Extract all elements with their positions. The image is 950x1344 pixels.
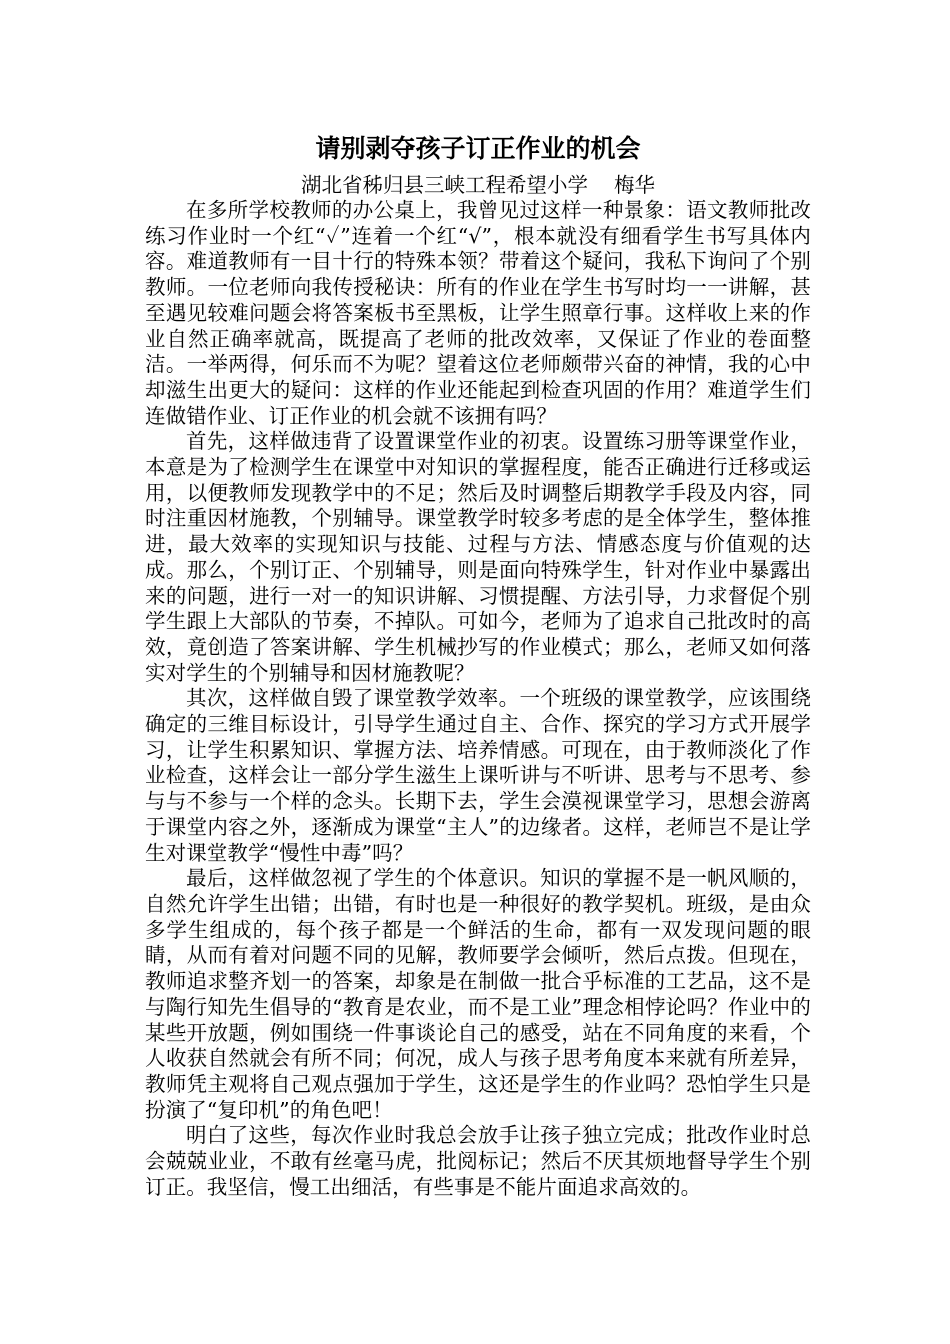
body-paragraph-1: 在多所学校教师的办公桌上，我曾见过这样一种景象：语文教师批改练习作业时一个红“✓”连着一个红“√”，根本就没有细看学生书写具体内容。难道教师有一目十行的特殊本领？带着这个疑问，我私下询问了个别教师。一位老师向我传授秘诀：所有的作业在学生书写时均一一讲解，甚至遇见较难问题会将答案板书至黑板，让学生照章行事。这样收上来的作业自然正确率就高，既提高了老师的批改效率，又保证了作业的卷面整洁。一举两得，何乐而不为呢？望着这位老师颇带兴奋的神情，我的心中却滋生出更大的疑问：这样的作业还能起到检查巩固的作用？难道学生们连做错作业、订正作业的机会就不该拥有吗？ <box>145 198 811 428</box>
document-page <box>145 132 811 1200</box>
body-paragraph-5: 明白了这些，每次作业时我总会放手让孩子独立完成；批改作业时总会兢兢业业，不敢有丝毫马虎，批阅标记；然后不厌其烦地督导学生个别订正。我坚信，慢工出细活，有些事是不能片面追求高效的。 <box>145 1123 811 1199</box>
body-paragraph-3: 其次，这样做自毁了课堂教学效率。一个班级的课堂教学，应该围绕确定的三维目标设计，引导学生通过自主、合作、探究的学习方式开展学习，让学生积累知识、掌握方法、培养情感。可现在，由于教师淡化了作业检查，这样会让一部分学生滋生上课听讲与不听讲、思考与不思考、参与与不参与一个样的念头。长期下去，学生会漠视课堂学习，思想会游离于课堂内容之外，逐渐成为课堂“主人”的边缘者。这样，老师岂不是让学生对课堂教学“慢性中毒”吗？ <box>145 686 811 865</box>
document-title: 请别剥夺孩子订正作业的机会 <box>315 134 641 163</box>
author-byline: 湖北省秭归县三峡工程希望小学 梅华 <box>300 173 656 197</box>
body-paragraph-4: 最后，这样做忽视了学生的个体意识。知识的掌握不是一帆风顺的，自然允许学生出错；出错，有时也是一种很好的教学契机。班级，是由众多学生组成的，每个孩子都是一个鲜活的生命，都有一双发现问题的眼睛，从而有着对问题不同的见解，教师要学会倾听，然后点拨。但现在，教师追求整齐划一的答案，却象是在制做一批合乎标准的工艺品，这不是与陶行知先生倡导的“教育是农业，而不是工业”理念相悖论吗？作业中的某些开放题，例如围绕一件事谈论自己的感受，站在不同角度的来看，个人收获自然就会有所不同；何况，成人与孩子思考角度本来就有所差异，教师凭主观将自己观点强加于学生，这还是学生的作业吗？恐怕学生只是扮演了“复印机”的角色吧！ <box>145 866 811 1122</box>
body-paragraph-2: 首先，这样做违背了设置课堂作业的初衷。设置练习册等课堂作业，本意是为了检测学生在课堂中对知识的掌握程度，能否正确进行迁移或运用，以便教师发现教学中的不足；然后及时调整后期教学手段及内容，同时注重因材施教，个别辅导。课堂教学时较多考虑的是全体学生，整体推进，最大效率的实现知识与技能、过程与方法、情感态度与价值观的达成。那么，个别订正、个别辅导，则是面向特殊学生，针对作业中暴露出来的问题，进行一对一的知识讲解、习惯提醒、方法引导，力求督促个别学生跟上大部队的节奏，不掉队。可如今，老师为了追求自己批改时的高效，竟创造了答案讲解、学生机械抄写的作业模式；那么，老师又如何落实对学生的个别辅导和因材施教呢？ <box>145 429 811 685</box>
